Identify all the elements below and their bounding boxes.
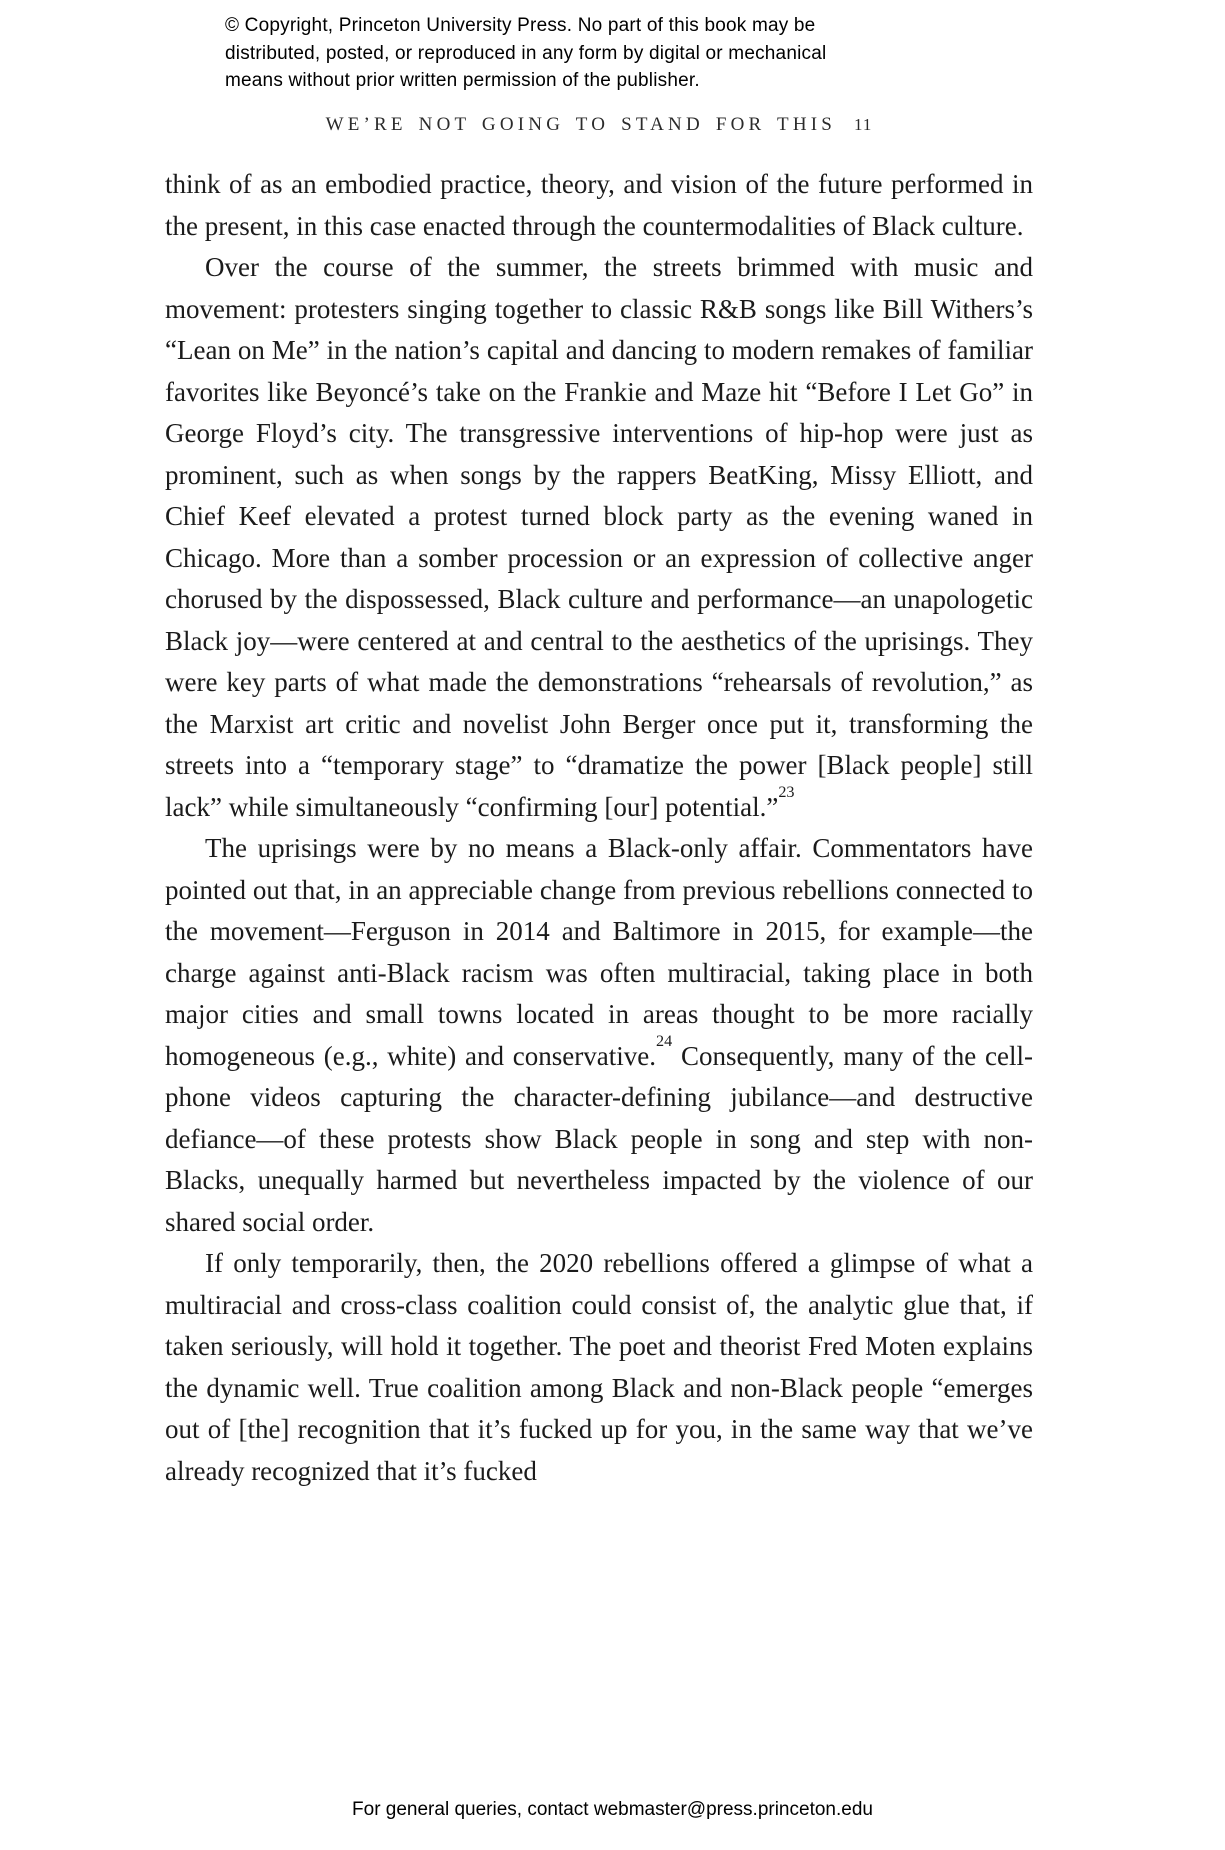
running-head (165, 114, 1033, 136)
paragraph-1 (165, 164, 1033, 247)
copyright-line-3: means without prior written permission of the publisher. (225, 70, 700, 91)
paragraph-3-text-after: Consequently, many of the cell-phone videos capturing the character-defining jubilance—and destructive defiance—of these protests show Black people in song and step with non-Blacks, unequally harmed but nevertheless impacted by the violence of our shared social order. (165, 1040, 1033, 1237)
footnote-ref-23: 23 (778, 783, 795, 802)
footnote-ref-24: 24 (655, 1032, 673, 1051)
paragraph-3 (165, 828, 1033, 1243)
paragraph-2 (165, 247, 1033, 828)
paragraph-4 (165, 1243, 1033, 1492)
running-head-title: WE’RE NOT GOING TO STAND FOR THIS (325, 114, 837, 135)
copyright-notice (225, 12, 885, 95)
copyright-line-1: © Copyright, Princeton University Press. No part of this book may be (225, 15, 816, 36)
paragraph-1-text: think of as an embodied practice, theory, and vision of the future performed in the present, in this case enacted through the countermodalities of Black culture. (165, 169, 1033, 241)
copyright-line-2: distributed, posted, or reproduced in any form by digital or mechanical (225, 42, 827, 64)
paragraph-4-text: If only temporarily, then, the 2020 rebellions offered a glimpse of what a multiracial and cross-class coalition could consist of, the analytic glue that, if taken seriously, will hold it together. The poet and theorist Fred Moten explains the dynamic well. True coalition among Black and non-Black people “emerges out of [the] recognition that it’s fucked up for you, in the same way that we’ve already recognized that it’s fucked (165, 1248, 1033, 1486)
paragraph-3-text: The uprisings were by no means a Black-only affair. Commentators have pointed out that, in an appreciable change from previous rebellions connected to the movement—Ferguson in 2014 and Baltimore in 2015, for example—the charge against anti-Black racism was often multiracial, taking place in both major cities and small towns located in areas thought to be more racially homogeneous (e.g., white) and conservative. (165, 833, 1033, 1071)
footer-query-line: For general queries, contact webmaster@press.princeton.edu (352, 1799, 873, 1820)
paragraph-2-text: Over the course of the summer, the streets brimmed with music and movement: protesters singing together to classic R&B songs like Bill Withers’s “Lean on Me” in the nation’s capital and dancing to modern remakes of familiar favorites like Beyoncé’s take on the Frankie and Maze hit “Before I Let Go” in George Floyd’s city. The transgressive interventions of hip-hop were just as prominent, such as when songs by the rappers BeatKing, Missy Elliott, and Chief Keef elevated a protest turned block party as the evening waned in Chicago. More than a somber procession or an expression of collective anger chorused by the dispossessed, Black culture and performance—an unapologetic Black joy—were centered at and central to the aesthetics of the uprisings. They were key parts of what made the demonstrations “rehearsals of revolution,” as the Marxist art critic and novelist John Berger once put it, transforming the streets into a “temporary stage” to “dramatize the power [Black people] still lack” while simultaneously “confirming [our] potential.” (165, 252, 1033, 822)
page-number: 11 (854, 115, 873, 134)
body-text (165, 164, 1033, 1492)
